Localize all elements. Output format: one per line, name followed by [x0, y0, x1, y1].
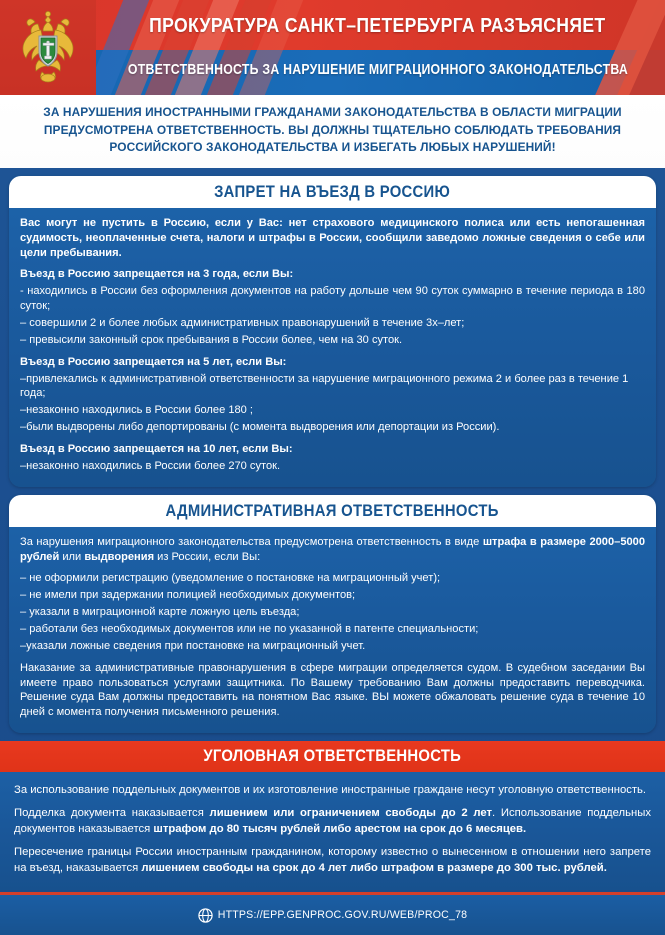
admin-lead-fine: штрафа в размере 2000–5000 рублей: [20, 535, 645, 563]
section-criminal: [0, 741, 665, 890]
section-entry-ban: [9, 176, 656, 487]
criminal-p2-penalty2: штрафом до 80 тысяч рублей либо арестом на срок до 6 месяцев.: [153, 823, 527, 836]
criminal-p2-part1: Подделка документа наказывается: [14, 807, 210, 820]
admin-item: – указали в миграционной карте ложную цель въезда;: [20, 606, 300, 619]
section-entry-ban-title: ЗАПРЕТ НА ВЪЕЗД В РОССИЮ: [214, 182, 451, 201]
section-administrative-header: [9, 495, 656, 527]
ban5-item: –незаконно находились в России более 180 ;: [20, 404, 254, 417]
footer-url[interactable]: HTTPS://EPP.GENPROC.GOV.RU/WEB/PROC_78: [217, 909, 468, 921]
prosecutor-emblem-icon: [15, 10, 81, 86]
ban5-item: –были выдворены либо депортированы (с момента выдворения или депортации из России).: [20, 421, 500, 434]
criminal-p3-part1: Пересечение границы России иностранным гражданином, которому известно о вынесенном в отношении него запрете на въезд, наказывается: [14, 846, 651, 875]
criminal-p2-part2: . Использование поддельных документов наказывается: [14, 807, 651, 836]
ban10-item: –незаконно находились в России более 270 суток.: [20, 459, 281, 472]
section-administrative: [9, 495, 656, 733]
criminal-p2: [14, 805, 651, 837]
section-criminal-title: УГОЛОВНАЯ ОТВЕТСТВЕННОСТЬ: [203, 747, 462, 766]
globe-icon: [198, 908, 213, 923]
admin-closing: Наказание за административные правонарушения в сфере миграции определяется судом. В судебном заседании Вы имеете право пользоваться услугами защитника. По Вашему требованию Вам должны предоставить переводчика. Решение суда Вам должны предоставить на понятном Вас языке. ВЫ можете обжаловать решение суда в течение 10 дней с момента получения письменного решения.: [20, 661, 645, 719]
admin-item: – работали без необходимых документов или не по указанной в патенте специальности;: [20, 623, 479, 636]
header-title: [100, 8, 655, 44]
admin-lead-part3: из России, если Вы:: [154, 550, 261, 563]
admin-lead-part1: За нарушения миграционного законодательства предусмотрена ответственность в виде: [20, 535, 483, 548]
poster-header: [0, 0, 665, 95]
header-subtitle: [100, 52, 655, 86]
section-entry-ban-body: [9, 208, 656, 487]
emblem-panel: [0, 0, 96, 95]
ban3-item: – совершили 2 и более любых административных правонарушений в течение 3х–лет;: [20, 316, 465, 329]
section-criminal-body: [0, 772, 665, 890]
section-entry-ban-header: [9, 176, 656, 208]
section-criminal-header: [0, 741, 665, 772]
header-title-text: ПРОКУРАТУРА САНКТ–ПЕТЕРБУРГА РАЗЪЯСНЯЕТ: [149, 14, 606, 37]
admin-item: – не имели при задержании полицией необходимых документов;: [20, 589, 356, 602]
criminal-p2-penalty1: лишением или ограничением свободы до 2 лет: [209, 807, 493, 820]
admin-lead-part2: или: [59, 550, 85, 563]
entry-ban-lead: Вас могут не пустить в Россию, если у Вас: нет страхового медицинского полиса или есть непогашенная судимость, неоплаченные счета, налоги и штрафы в России, сообщили заведомо ложные сведения о себе или цели пребывания.: [20, 216, 645, 259]
ban3-item: - находились в России без оформления документов на работу дольше чем 90 суток суммарно в течение периода в 180 суток;: [20, 285, 645, 313]
admin-lead: [20, 535, 645, 565]
criminal-p3-penalty: лишением свободы на срок до 4 лет либо штрафом в размере до 300 тыс. рублей.: [141, 862, 607, 875]
criminal-p1: За использование поддельных документов и их изготовление иностранные граждане несут уголовную ответственность.: [14, 784, 647, 797]
admin-lead-deport: выдворения: [84, 550, 155, 563]
poster-footer: [0, 895, 665, 935]
ban3-item: – превысили законный срок пребывания в России более, чем на 30 суток.: [20, 333, 403, 346]
ban10-title: Въезд в Россию запрещается на 10 лет, если Вы:: [20, 443, 293, 455]
ban3-title: Въезд в Россию запрещается на 3 года, если Вы:: [20, 268, 294, 281]
criminal-p3: [14, 844, 651, 876]
intro-banner: [0, 95, 665, 168]
admin-item: –указали ложные сведения при постановке на миграционный учет.: [20, 639, 366, 652]
section-administrative-title: АДМИНИСТРАТИВНАЯ ОТВЕТСТВЕННОСТЬ: [165, 501, 500, 520]
section-administrative-body: [9, 527, 656, 733]
header-subtitle-text: ОТВЕТСТВЕННОСТЬ ЗА НАРУШЕНИЕ МИГРАЦИОННОГО ЗАКОНОДАТЕЛЬСТВА: [127, 60, 628, 78]
admin-item: – не оформили регистрацию (уведомление о постановке на миграционный учет);: [20, 572, 441, 585]
ban5-item: –привлекались к административной ответственности за нарушение миграционного режима 2 и более раз в течение 1 года;: [20, 372, 629, 400]
ban5-title: Въезд в Россию запрещается на 5 лет, если Вы:: [20, 355, 287, 368]
intro-text: ЗА НАРУШЕНИЯ ИНОСТРАННЫМИ ГРАЖДАНАМИ ЗАКОНОДАТЕЛЬСТВА В ОБЛАСТИ МИГРАЦИИ ПРЕДУСМОТРЕНА ОТВЕТСТВЕННОСТЬ. ВЫ ДОЛЖНЫ ТЩАТЕЛЬНО СОБЛЮДАТЬ ТРЕБОВАНИЯ РОССИЙСКОГО ЗАКОНОДАТЕЛЬСТВА И ИЗБЕГАТЬ ЛЮБЫХ НАРУШЕНИЙ!: [43, 105, 622, 155]
